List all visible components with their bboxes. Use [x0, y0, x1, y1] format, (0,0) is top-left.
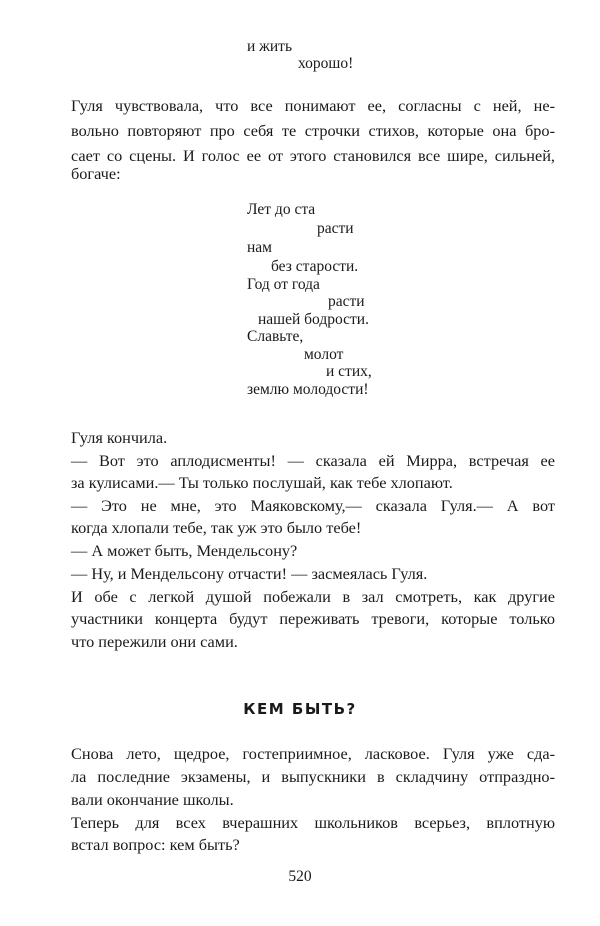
poem-line: Славьте, — [247, 328, 304, 345]
paragraph-line: участники концерта будут переживать тревоги, которые только — [71, 609, 555, 628]
poem-line: расти — [317, 220, 354, 237]
paragraph-line: вали окончание школы. — [71, 790, 234, 809]
poem-line: нам — [247, 239, 272, 256]
paragraph-line: И обе с легкой душой побежали в зал смотреть, как другие — [71, 587, 555, 606]
poem-line: без старости. — [271, 258, 359, 275]
paragraph-line: Гуля кончила. — [71, 428, 168, 447]
paragraph-line: богаче: — [71, 164, 121, 183]
paragraph-line: Теперь для всех вчерашних школьников всерьез, вплотную — [71, 813, 555, 832]
paragraph-line: встал вопрос: кем быть? — [71, 835, 240, 854]
poem-fragment-line-1: и жить — [247, 38, 293, 55]
chapter-heading: КЕМ БЫТЬ? — [243, 700, 357, 718]
poem-line: нашей бодрости. — [258, 311, 369, 328]
poem-line: Лет до ста — [247, 201, 316, 218]
paragraph-line: ла последние экзамены, и выпускники в складчину отпраздно- — [71, 767, 555, 786]
paragraph-line: сает со сцены. И голос ее от этого становился все шире, сильней, — [71, 146, 555, 165]
paragraph-line: когда хлопали тебе, так уж это было тебе! — [71, 518, 362, 537]
paragraph-line: — А может быть, Мендельсону? — [71, 541, 298, 560]
paragraph-line: что пережили они сами. — [71, 632, 238, 651]
poem-line: молот — [304, 346, 344, 363]
poem-line: и стих, — [326, 363, 372, 380]
paragraph-line: вольно повторяют про себя те строчки стихов, которые она бро- — [71, 121, 555, 140]
paragraph-line: за кулисами.— Ты только послушай, как тебе хлопают. — [71, 473, 453, 492]
poem-line: землю молодости! — [247, 381, 369, 398]
poem-line: расти — [328, 293, 365, 310]
page-number: 520 — [288, 868, 312, 885]
poem-fragment-line-2: хорошо! — [298, 55, 354, 72]
paragraph-line: — Вот это аплодисменты! — сказала ей Мирра, встречая ее — [71, 451, 555, 470]
paragraph-line: Снова лето, щедрое, гостеприимное, ласковое. Гуля уже сда- — [71, 744, 555, 763]
poem-line: Год от года — [247, 276, 320, 293]
paragraph-line: — Ну, и Мендельсону отчасти! — засмеялась Гуля. — [71, 564, 428, 583]
paragraph-line: — Это не мне, это Маяковскому,— сказала Гуля.— А вот — [71, 496, 555, 515]
paragraph-line: Гуля чувствовала, что все понимают ее, согласны с ней, не- — [71, 96, 555, 115]
